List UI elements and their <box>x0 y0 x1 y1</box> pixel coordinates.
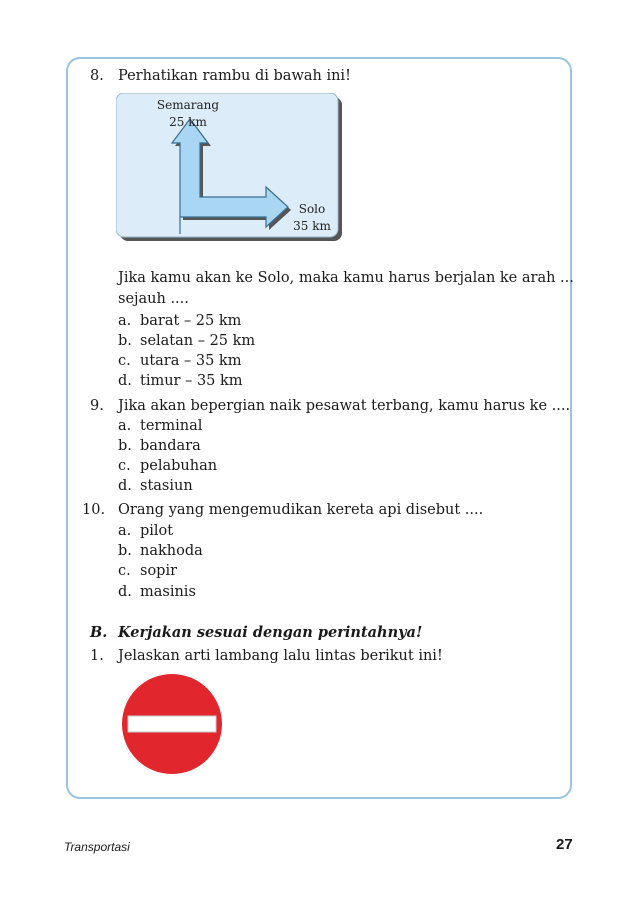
option-letter: b. <box>118 543 132 559</box>
option-text: barat – 25 km <box>140 313 242 329</box>
option-letter: c. <box>118 353 131 369</box>
sign-east-city: Solo <box>298 202 326 216</box>
option-text: pilot <box>140 523 174 539</box>
question-8-text-line1: Jika kamu akan ke Solo, maka kamu harus berjalan ke arah ... <box>118 270 574 286</box>
option-text: bandara <box>140 438 201 454</box>
option-text: nakhoda <box>140 543 203 559</box>
option-letter: b. <box>118 333 132 349</box>
footer-chapter: Transportasi <box>64 840 130 854</box>
option-letter: b. <box>118 438 132 454</box>
option-text: utara – 35 km <box>140 353 242 369</box>
option-text: stasiun <box>140 478 193 494</box>
option-letter: a. <box>118 418 132 434</box>
question-8-number: 8. <box>90 68 104 84</box>
option-text: masinis <box>140 584 196 600</box>
option-text: timur – 35 km <box>140 373 243 389</box>
option-letter: c. <box>118 458 131 474</box>
sign-east-distance: 35 km <box>293 219 331 233</box>
option-letter: d. <box>118 584 132 600</box>
option-text: pelabuhan <box>140 458 218 474</box>
question-9-number: 9. <box>90 398 104 414</box>
option-letter: d. <box>118 373 132 389</box>
question-10-number: 10. <box>82 502 106 518</box>
no-entry-bar <box>128 716 216 732</box>
page-number: 27 <box>556 836 573 853</box>
section-b-label: B. <box>90 624 108 641</box>
question-8-prompt: Perhatikan rambu di bawah ini! <box>118 68 351 84</box>
option-text: sopir <box>140 563 178 579</box>
direction-sign-graphic <box>116 93 344 243</box>
option-letter: a. <box>118 313 132 329</box>
sign-north-city: Semarang <box>156 98 220 112</box>
section-b-title: Kerjakan sesuai dengan perintahnya! <box>118 624 423 641</box>
option-text: selatan – 25 km <box>140 333 256 349</box>
no-entry-sign <box>120 672 224 776</box>
option-letter: c. <box>118 563 131 579</box>
question-9-prompt: Jika akan bepergian naik pesawat terbang, kamu harus ke .... <box>118 398 571 414</box>
no-entry-icon <box>120 672 224 776</box>
option-letter: a. <box>118 523 132 539</box>
section-b-item-text: Jelaskan arti lambang lalu lintas berikut ini! <box>118 648 443 664</box>
question-8-text-line2: sejauh .... <box>118 291 189 307</box>
sign-north-distance: 25 km <box>169 115 207 129</box>
direction-sign <box>116 93 344 243</box>
option-text: terminal <box>140 418 203 434</box>
question-10-prompt: Orang yang mengemudikan kereta api disebut .... <box>118 502 484 518</box>
section-b-item-number: 1. <box>90 648 104 664</box>
option-letter: d. <box>118 478 132 494</box>
